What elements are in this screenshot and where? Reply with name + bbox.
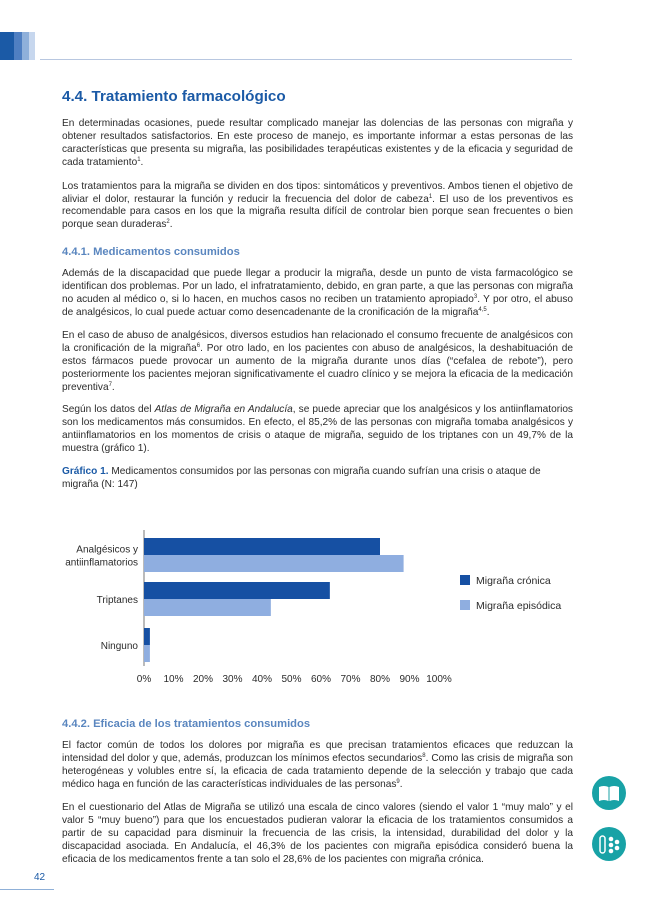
chart-caption [62,466,573,492]
chart-caption-label: Gráfico 1. [62,466,109,478]
x-tick-label: 80% [369,674,391,685]
eficacia-paragraph-1: El factor común de todos los dolores por migraña es que precisan tratamientos eficaces que reduzcan la intensidad del dolor y que, además, produzcan los mínimos efectos secundarios$^8$. Como las crisis de migraña son heterogéneas y volubles entre sí, la eficacia de cada tratamiento depende de la selección y trabajo que cada médico haga en función de las características individuales de las personas$^9$. [62,739,574,790]
page-content [62,88,573,878]
footer-rule [0,889,54,890]
header-rule [40,59,572,60]
medicamentos-paragraph-2: En el caso de abuso de analgésicos, diversos estudios han relacionado el consumo frecuente de analgésicos con la cronificación de la migraña$^6$. Por otro lado, en los pacientes con abuso de analgésicos, la deshabituación de estos fármacos puede provocar un aumento de la migraña durante unos días (“cefalea de rebote”), pero posteriormente los pacientes mejoran significativamente el cuadro clínico y se mejora la eficacia de la medicación preventiva$^7$. [62,329,573,393]
legend-swatch [460,600,470,610]
intro-paragraph-1: En determinadas ocasiones, puede resultar complicado manejar las dolencias de las personas con migraña y obtener resultados satisfactorios. En este proceso de manejo, es importante informar a estas personas de las características que presenta su migraña, las posibilidades terapéuticas existentes y de la eficacia y seguridad de cada tratamiento$^1$. [62,118,573,168]
header-color-stripe [0,32,40,60]
intro-paragraph-2: Los tratamientos para la migraña se dividen en dos tipos: sintomáticos y preventivos. Ambos tienen el objetivo de aliviar el dolor, restaurar la función y reducir la frecuencia del dolor de cabeza$^1$. El uso de los preventivos es recomendable para casos en los que la migraña resulta difícil de controlar bien porque sean frecuentes o bien porque sean duraderas$^2$. [62,180,573,231]
legend-swatch [460,575,470,585]
bar-2-1 [144,645,150,662]
x-tick-label: 70% [340,674,361,685]
legend-label: Migraña crónica [476,575,551,587]
bar-0-1 [144,555,404,572]
x-tick-label: 40% [251,674,273,685]
subsection-title-eficacia: 4.4.2. Eficacia de los tratamientos consumidos [62,717,311,730]
x-tick-label: 90% [399,674,420,685]
x-tick-label: 100% [426,674,452,685]
x-tick-label: 60% [310,674,332,685]
eficacia-paragraph-2: En el cuestionario del Atlas de Migraña se utilizó una escala de cinco valores (siendo el valor 1 “muy malo” y el valor 5 “muy bueno”) para que los encuestados pudieran valorar la eficacia de los tratamientos consumidos a partir de su capacidad para disminuir la frecuencia de las crisis, la intensidad, durabilidad del dolor y la discapacidad asociada. En Andalucía, el 46,3% de los pacientes con migraña episódica consideró buena la eficacia de los medicamentos frente a tan solo el 28,6% de los pacientes con migraña crónica. [62,802,573,866]
legend-label: Migraña episódica [476,600,562,612]
category-label: antiinflamatorios [65,557,138,569]
open-book-icon [592,776,626,810]
medicamentos-paragraph-3: Según los datos del Atlas de Migraña en Andalucía, se puede apreciar que los analgésicos y los antiinflamatorios son los medicamentos más consumidos. En efecto, el 85,2% de las personas con migraña tomaba analgésicos y antiinflamatorios en los momentos de crisis o ataque de migraña, seguido de los triptanes con un 49,7% de la muestra (gráfico 1). [62,404,573,455]
pills-icon [592,827,626,861]
x-tick-label: 10% [163,674,184,685]
subsection-title-medicamentos: 4.4.1. Medicamentos consumidos [62,246,240,259]
category-label: Analgésicos y [76,544,138,556]
x-tick-label: 0% [136,674,152,685]
x-tick-label: 30% [222,674,243,685]
chart-caption-text: Medicamentos consumidos por las personas con migraña cuando sufrían una crisis o ataque de migraña (N: 147) [62,466,541,490]
category-label: Triptanes [96,595,138,606]
bar-1-1 [144,599,271,616]
category-label: Ninguno [100,641,138,652]
x-tick-label: 50% [281,674,302,685]
bar-0-0 [144,538,380,555]
section-title: 4.4. Tratamiento farmacológico [62,88,286,105]
x-tick-label: 20% [192,674,214,685]
page-number: 42 [34,872,46,883]
bar-1-0 [144,582,330,599]
medicamentos-bar-chart [62,530,572,686]
bar-2-0 [144,628,150,645]
medicamentos-paragraph-1: Además de la discapacidad que puede llegar a producir la migraña, desde un punto de vista farmacológico se identifican dos problemas. Por un lado, el infratratamiento, debido, en gran parte, a que las personas con migraña no acuden al médico o, si lo hacen, en muchos casos no reciben un tratamiento apropiado$^3$. Y por otro, el abuso de analgésicos, lo cual puede actuar como desencadenante de la cronificación de la migraña$^{4,5}$. [62,268,573,318]
